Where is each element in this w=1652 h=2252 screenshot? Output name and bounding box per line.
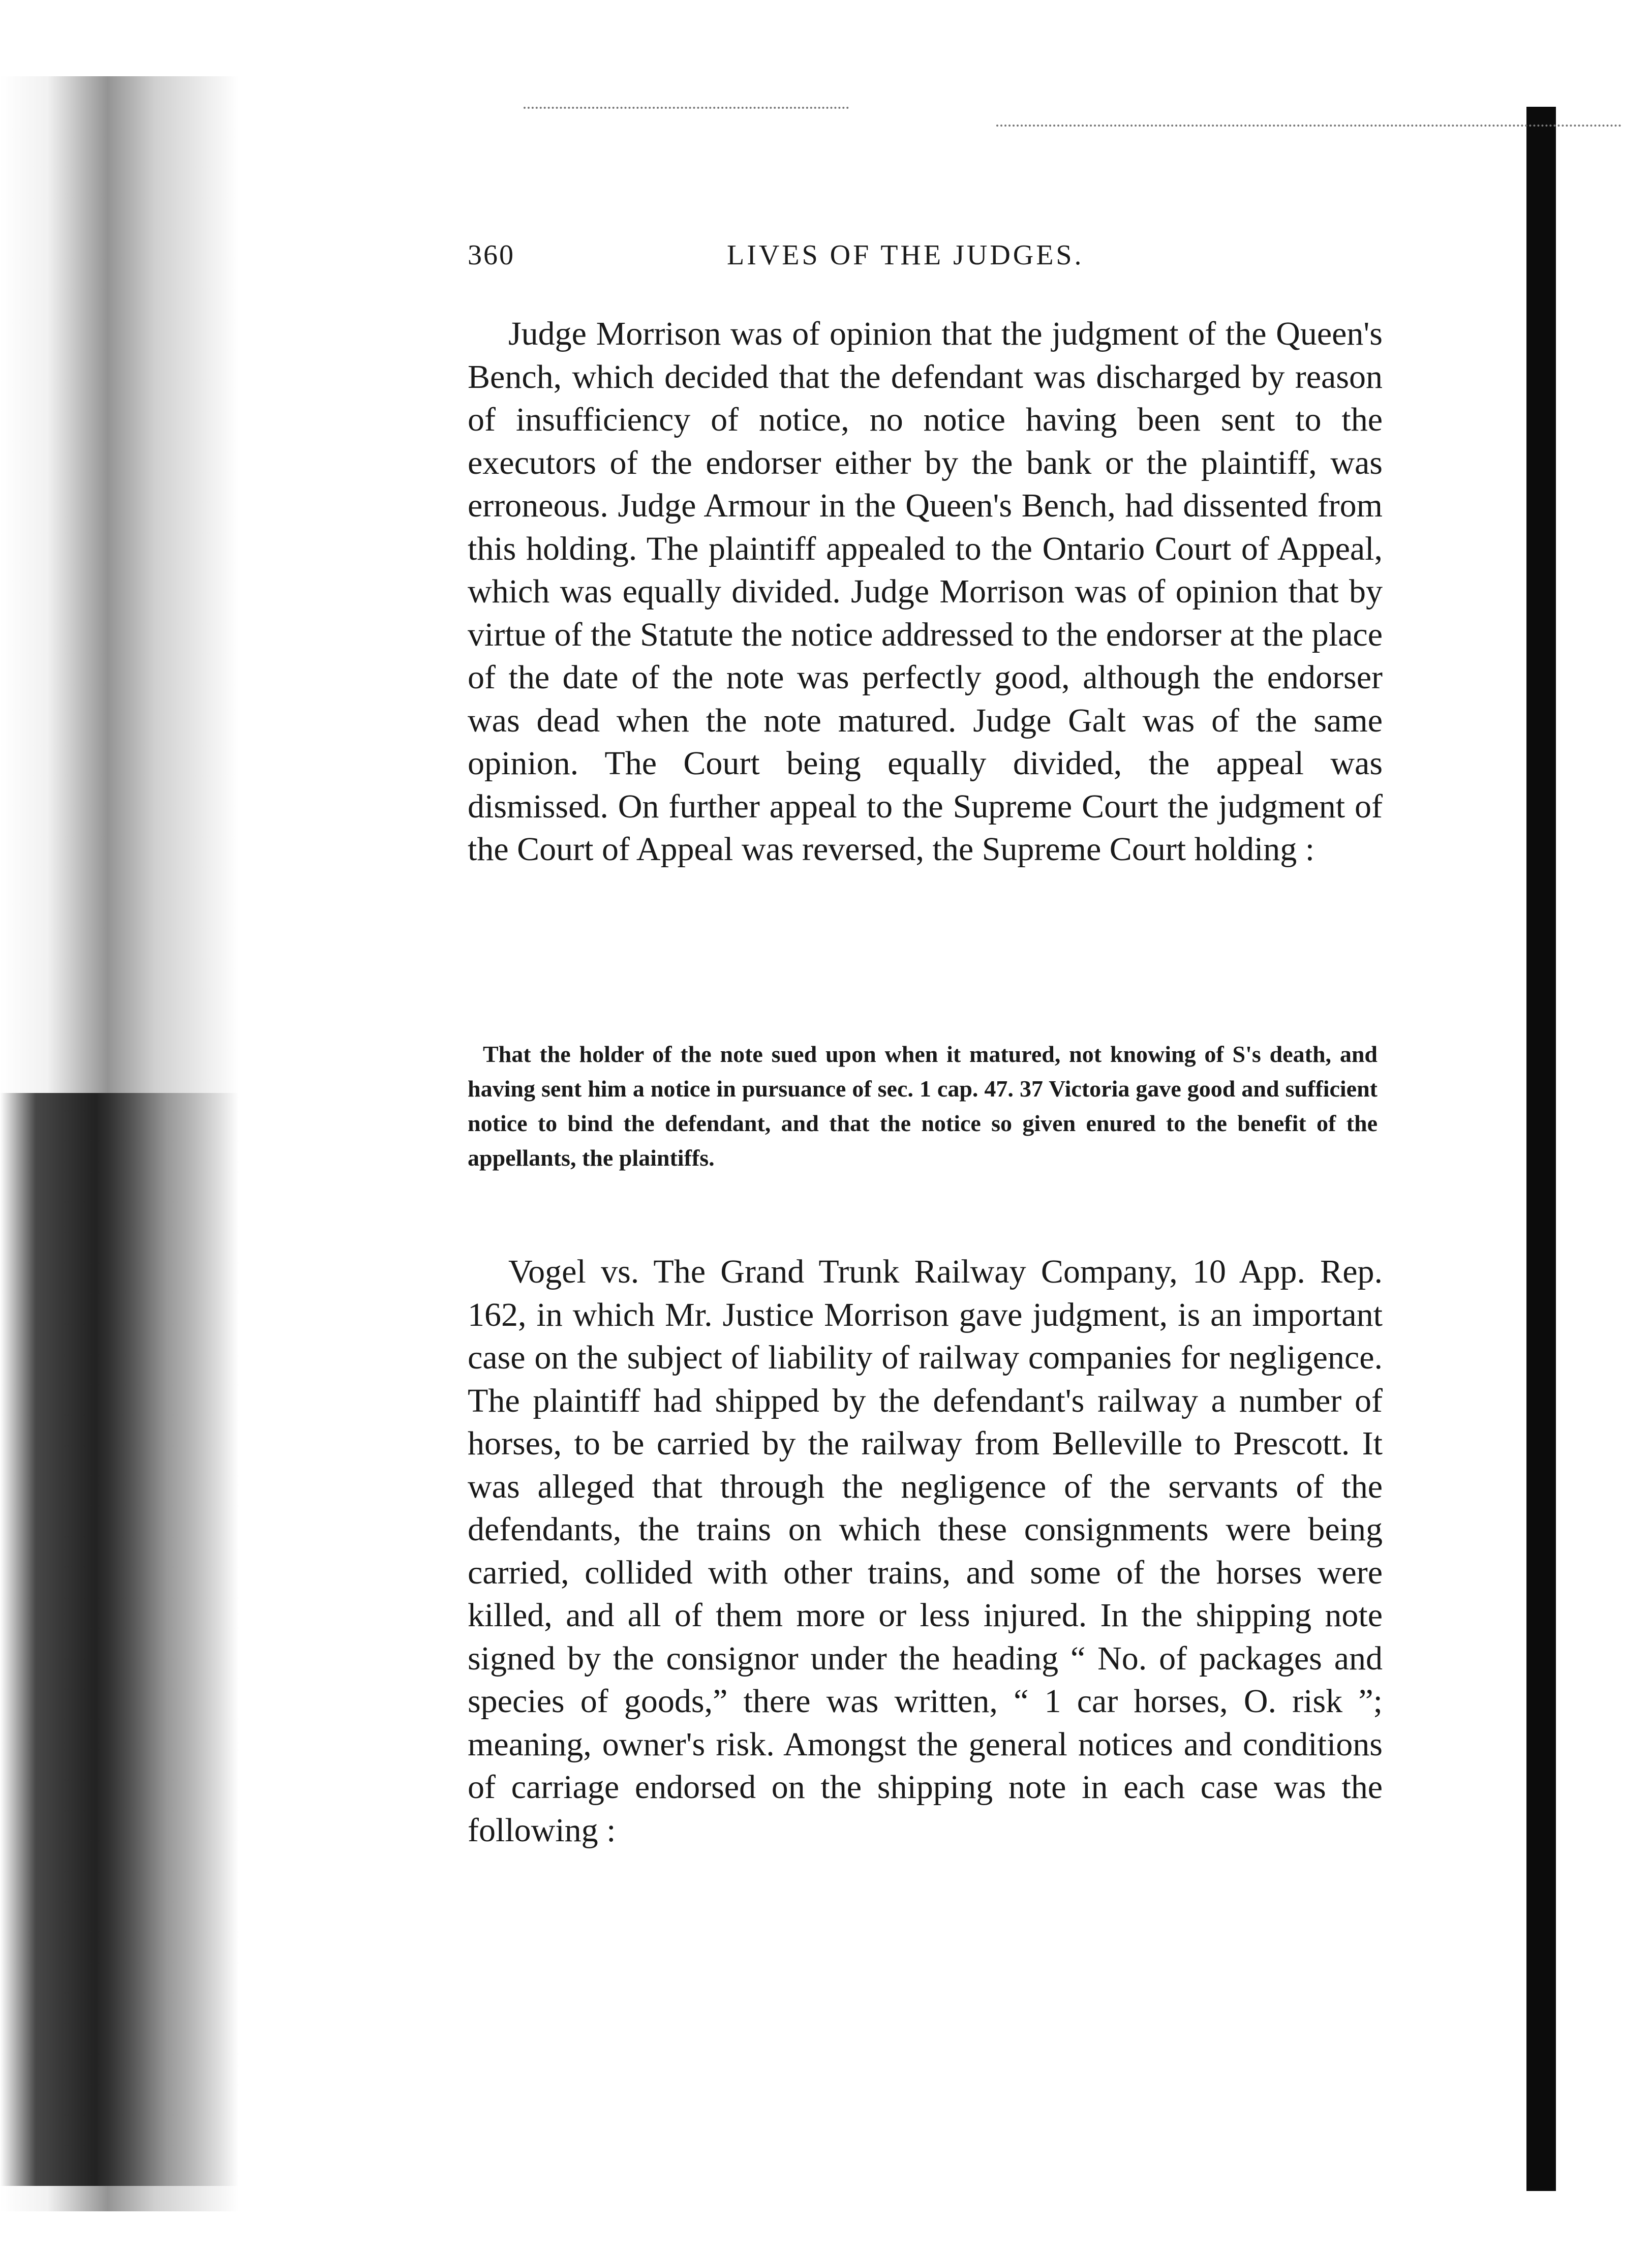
- body-paragraph-2: Vogel vs. The Grand Trunk Railway Company, 10 App. Rep. 162, in which Mr. Justice Morrison gave judgment, is an important case on the subject of liability of railway companies for negligence. The plaintiff had shipped by the defendant's railway a number of horses, to be carried by the railway from Belleville to Prescott. It was alleged that through the negligence of the servants of the defendants, the trains on which these consignments were being carried, collided with other trains, and some of the horses were killed, and all of them more or less injured. In the shipping note signed by the consignor under the heading “ No. of packages and species of goods,” there was written, “ 1 car horses, O. risk ”; meaning, owner's risk. Amongst the general notices and conditions of carriage endorsed on the shipping note in each case was the following :: [468, 1253, 1383, 1849]
- scan-dots-top-left: [524, 107, 849, 109]
- page-header: [468, 239, 1383, 285]
- running-title: LIVES OF THE JUDGES.: [727, 239, 1084, 271]
- page-number: 360: [468, 239, 515, 271]
- block-quotation: That the holder of the note sued upon when it matured, not knowing of S's death, and having sent him a notice in pursuance of sec. 1 cap. 47. 37 Victoria gave good and sufficient notice to bind the defendant, and that the notice so given enured to the benefit of the appellants, the plaintiffs.: [468, 1041, 1378, 1171]
- scan-shadow-left-dark: [0, 1093, 239, 2186]
- scan-dots-top-right: [996, 125, 1622, 127]
- scan-binding-bar: [1526, 107, 1556, 2191]
- body-paragraph-1: Judge Morrison was of opinion that the judgment of the Queen's Bench, which decided that the defendant was discharged by reason of insufficiency of notice, no notice having been sent to the executors of the endorser either by the bank or the plaintiff, was erroneous. Judge Armour in the Queen's Bench, had dissented from this holding. The plaintiff appealed to the Ontario Court of Appeal, which was equally divided. Judge Morrison was of opinion that by virtue of the Statute the notice addressed to the endorser at the place of the date of the note was perfectly good, although the endorser was dead when the note matured. Judge Galt was of the same opinion. The Court being equally divided, the appeal was dismissed. On further appeal to the Supreme Court the judgment of the Court of Appeal was reversed, the Supreme Court holding :: [468, 315, 1383, 868]
